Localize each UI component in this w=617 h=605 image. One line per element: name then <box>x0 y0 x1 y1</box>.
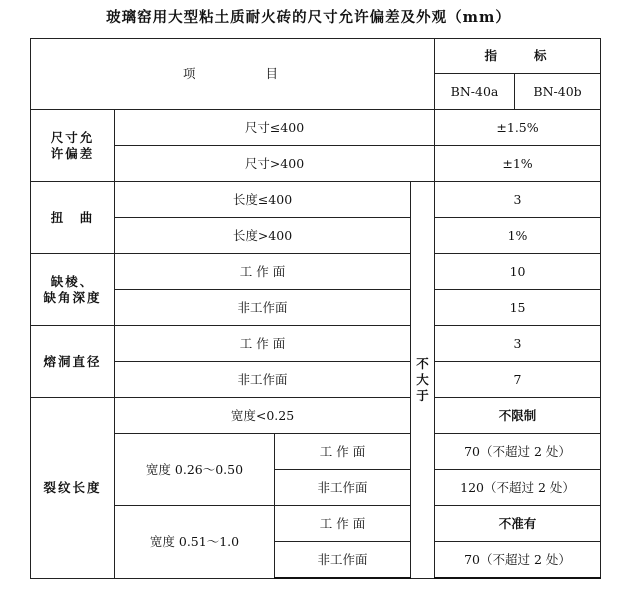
not-greater-than: 不 大 于 <box>411 182 435 579</box>
row-label-chip-depth: 缺棱、 缺角深度 <box>31 254 115 326</box>
crack-051-work-label: 工 作 面 <box>275 506 411 542</box>
header-item: 项 目 <box>31 39 435 110</box>
crack-051-nonwork-label: 非工作面 <box>275 542 411 579</box>
size-le400-value: ±1.5% <box>435 110 601 146</box>
hole-nonwork-value: 7 <box>435 362 601 398</box>
row-label-twist: 扭 曲 <box>31 182 115 254</box>
crack-051-label: 宽度 0.51～1.0 <box>115 506 275 579</box>
row-label-melt-hole: 熔洞直径 <box>31 326 115 398</box>
chip-nonwork-value: 15 <box>435 290 601 326</box>
size-gt400-label: 尺寸>400 <box>115 146 435 182</box>
chip-work-label: 工 作 面 <box>115 254 411 290</box>
size-gt400-value: ±1% <box>435 146 601 182</box>
crack-051-work-value: 不准有 <box>435 506 601 542</box>
len-le400-label: 长度≤400 <box>115 182 411 218</box>
spec-table <box>30 38 601 579</box>
header-index: 指 标 <box>435 39 601 74</box>
crack-026-nonwork-value: 120（不超过 2 处） <box>435 470 601 506</box>
crack-026-work-value: 70（不超过 2 处） <box>435 434 601 470</box>
table-title: 玻璃窑用大型粘土质耐火砖的尺寸允许偏差及外观（mm） <box>106 9 511 26</box>
header-col-b: BN-40b <box>515 74 601 110</box>
row-label-size-tolerance: 尺寸允 许偏差 <box>31 110 115 182</box>
len-le400-value: 3 <box>435 182 601 218</box>
size-le400-label: 尺寸≤400 <box>115 110 435 146</box>
crack-026-label: 宽度 0.26～0.50 <box>115 434 275 506</box>
header-col-a: BN-40a <box>435 74 515 110</box>
hole-work-value: 3 <box>435 326 601 362</box>
len-gt400-value: 1% <box>435 218 601 254</box>
crack-026-work-label: 工 作 面 <box>275 434 411 470</box>
chip-nonwork-label: 非工作面 <box>115 290 411 326</box>
crack-051-nonwork-value: 70（不超过 2 处） <box>435 542 601 579</box>
row-label-crack-length: 裂纹长度 <box>31 398 115 579</box>
crack-lt025-value: 不限制 <box>435 398 601 434</box>
len-gt400-label: 长度>400 <box>115 218 411 254</box>
hole-work-label: 工 作 面 <box>115 326 411 362</box>
crack-lt025-label: 宽度<0.25 <box>115 398 411 434</box>
chip-work-value: 10 <box>435 254 601 290</box>
crack-026-nonwork-label: 非工作面 <box>275 470 411 506</box>
hole-nonwork-label: 非工作面 <box>115 362 411 398</box>
